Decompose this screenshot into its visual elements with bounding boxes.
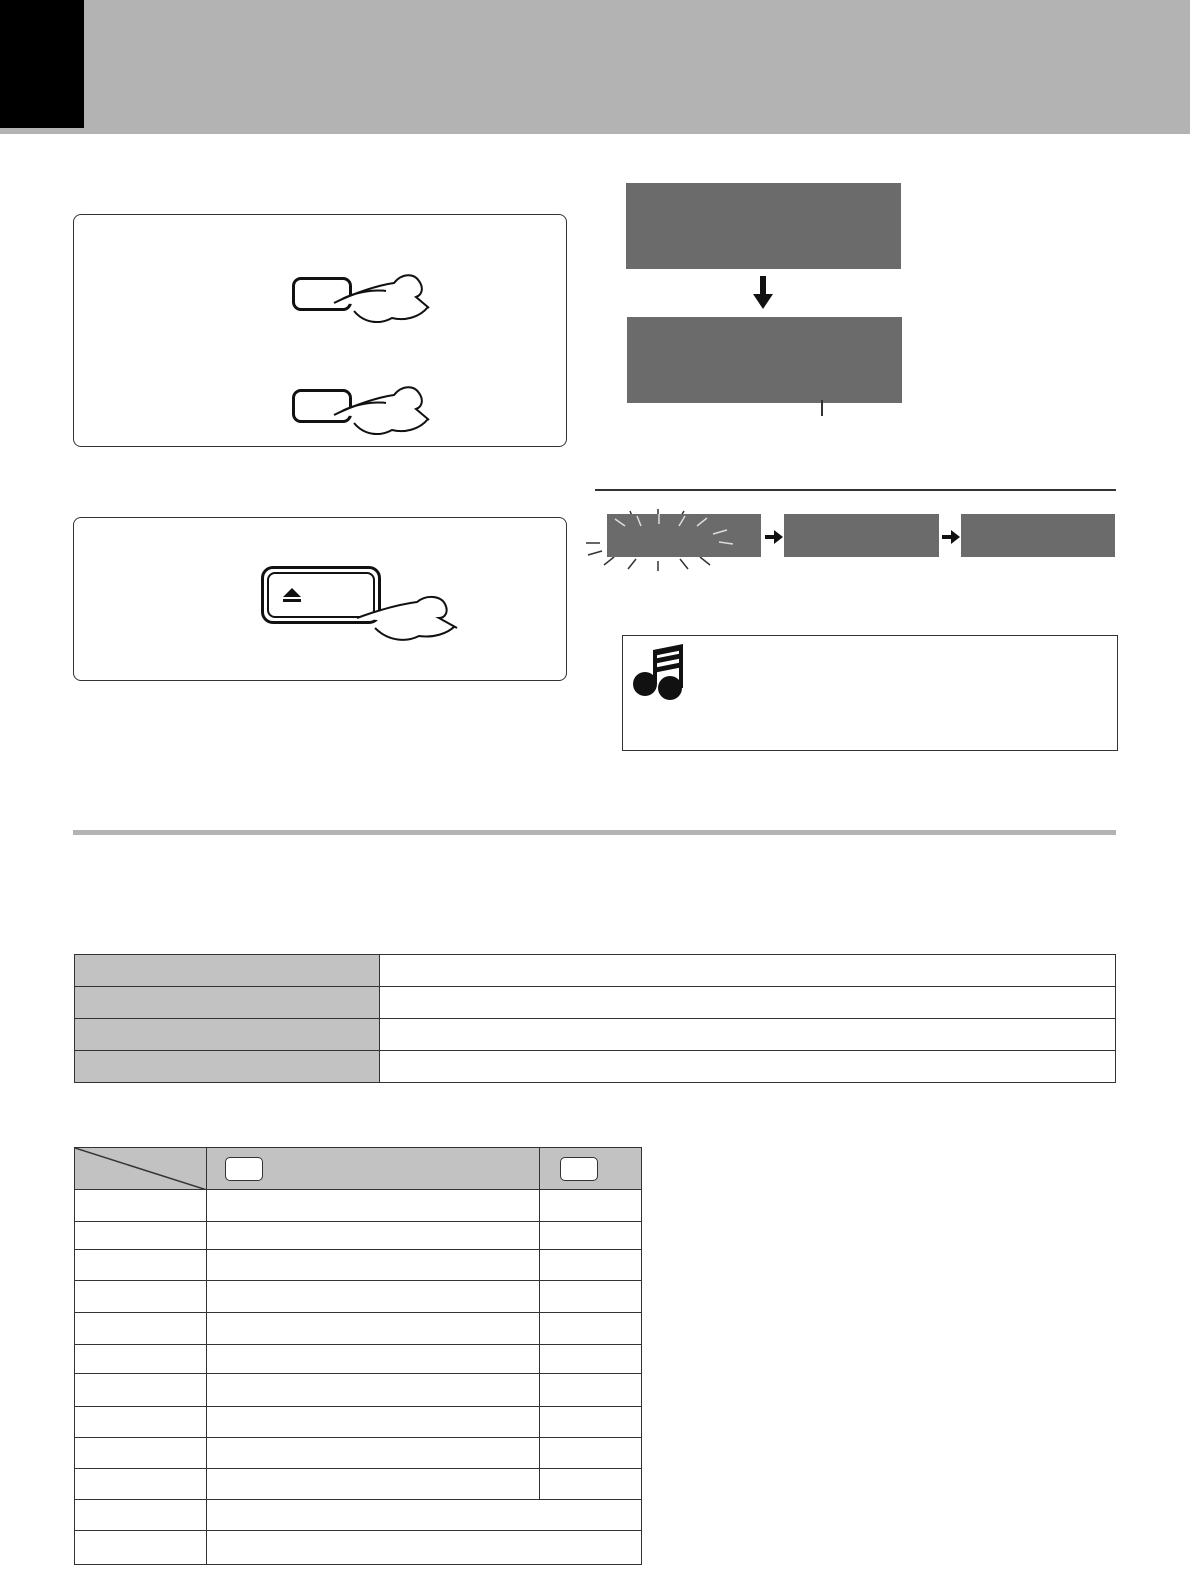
row-value (380, 1019, 1116, 1051)
table-row (75, 1407, 642, 1438)
hand-press-icon (324, 375, 434, 445)
row-value (380, 987, 1116, 1019)
row-value (380, 1051, 1116, 1083)
note-box (622, 635, 1118, 751)
arrow-right-icon (765, 530, 783, 544)
table-row (75, 1531, 642, 1565)
music-note-icon (631, 644, 687, 702)
table-row (75, 987, 1116, 1019)
column-header-1 (207, 1148, 540, 1190)
table-row (75, 1500, 642, 1531)
arrow-right-icon (942, 530, 960, 544)
callout-tick (821, 400, 823, 416)
table-row (75, 1438, 642, 1469)
sequence-display-2 (784, 514, 939, 557)
table-row (75, 1051, 1116, 1083)
table-row (75, 1190, 642, 1222)
column-header-2 (539, 1148, 641, 1190)
table-row (75, 955, 1116, 987)
diagonal-corner-cell (75, 1148, 207, 1190)
table-row (75, 1019, 1116, 1051)
eject-icon (282, 587, 302, 603)
table-row (75, 1250, 642, 1281)
key-icon (560, 1157, 598, 1181)
hand-press-icon (324, 263, 434, 333)
row-value (380, 955, 1116, 987)
row-label (75, 955, 380, 987)
info-table (74, 954, 1116, 1083)
key-icon (225, 1157, 263, 1181)
grid-header-row (75, 1148, 642, 1190)
section-separator (73, 830, 1116, 835)
sequence-display-3 (961, 514, 1115, 557)
row-label (75, 1019, 380, 1051)
section-tab-marker (0, 0, 84, 128)
instruction-panel-eject (73, 517, 567, 681)
table-row (75, 1222, 642, 1250)
table-row (75, 1281, 642, 1313)
table-row (75, 1374, 642, 1407)
hand-press-icon (349, 588, 459, 648)
header-bar (0, 0, 1190, 134)
row-label (75, 1051, 380, 1083)
table-row (75, 1313, 642, 1345)
blinking-rays-overlay (607, 514, 761, 557)
display-screen-after (627, 317, 902, 403)
section-divider (595, 489, 1116, 491)
settings-grid-table (74, 1147, 642, 1565)
instruction-panel-buttons (73, 214, 567, 447)
table-row (75, 1345, 642, 1374)
display-screen-before (626, 183, 901, 269)
row-label (75, 987, 380, 1019)
table-row (75, 1469, 642, 1500)
arrow-down-icon (753, 276, 773, 310)
